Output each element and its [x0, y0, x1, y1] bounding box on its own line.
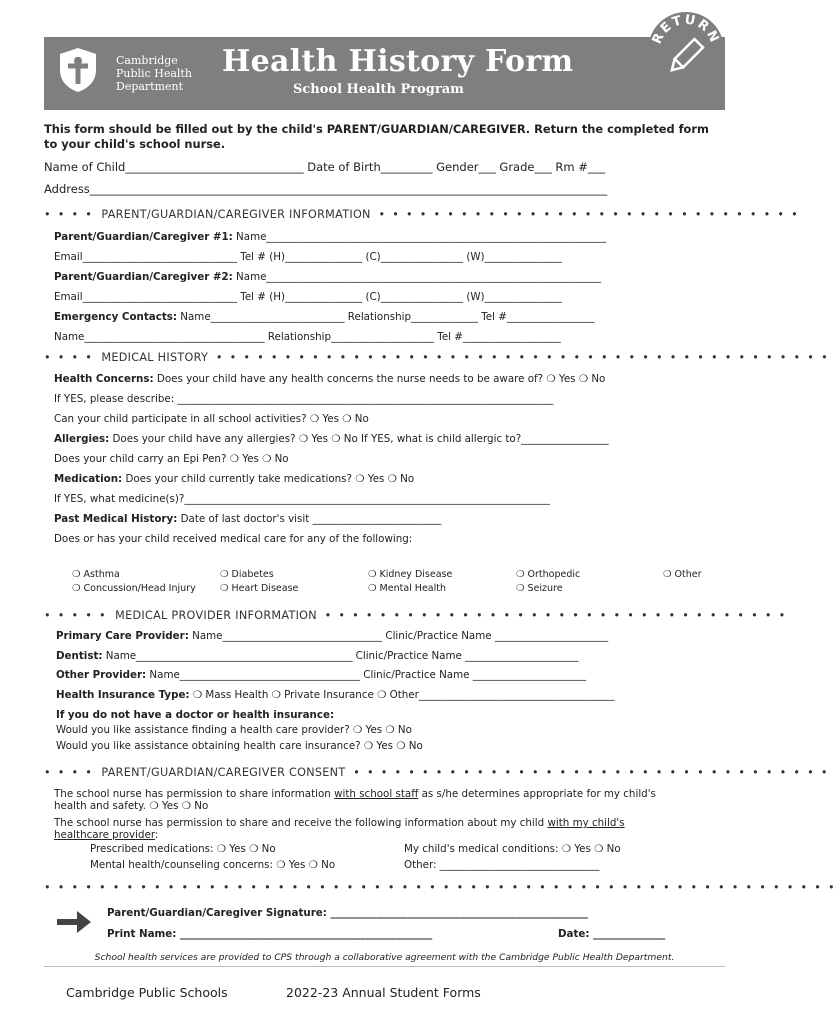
section-title: MEDICAL PROVIDER INFORMATION	[115, 609, 317, 622]
parent2-contact-line[interactable]: Email______________________________ Tel # (H)_______________ (C)________________ (W)_______________	[54, 291, 562, 303]
shield-logo-icon	[56, 46, 100, 94]
field-options: ❍ Mass Health ❍ Private Insurance ❍ Other______________________________________	[189, 689, 615, 701]
participation-line[interactable]: Can your child participate in all school activities? ❍ Yes ❍ No	[54, 413, 369, 425]
field-label: Parent/Guardian/Caregiver #1:	[54, 231, 233, 243]
section-consent-header: • • • • PARENT/GUARDIAN/CAREGIVER CONSENT • • • • • • • • • • • • • • • • • • • • • • • • • • • • • • • • • • •	[44, 766, 830, 779]
section-title: PARENT/GUARDIAN/CAREGIVER CONSENT	[101, 766, 346, 779]
dept-line-3: Department	[116, 80, 184, 93]
primary-care-line[interactable]	[56, 630, 608, 642]
dentist-line[interactable]	[56, 650, 578, 662]
field-label: Health Insurance Type:	[56, 689, 190, 701]
mental-health-option[interactable]: Mental health/counseling concerns: ❍ Yes ❍ No	[90, 859, 336, 871]
return-badge-icon	[646, 10, 726, 90]
field-label: Medication:	[54, 473, 123, 485]
child-info-line[interactable]: Name of Child_______________________________ Date of Birth_________ Gender___ Grade___ Rm #___	[44, 160, 606, 174]
condition-option[interactable]: ❍ Kidney Disease	[368, 569, 453, 580]
health-concerns-describe[interactable]: If YES, please describe: _________________________________________________________________________	[54, 393, 554, 405]
other-info-field[interactable]: Other: _______________________________	[404, 859, 600, 871]
footer-center: 2022-23 Annual Student Forms	[286, 985, 481, 1000]
assist-provider-line[interactable]: Would you like assistance finding a health care provider? ❍ Yes ❍ No	[56, 724, 412, 736]
field-blank: Name__________________________________________________________________	[232, 231, 607, 243]
section-title: MEDICAL HISTORY	[101, 351, 209, 364]
consent-underline: with my child's	[547, 817, 625, 829]
section-title: PARENT/GUARDIAN/CAREGIVER INFORMATION	[101, 208, 371, 221]
field-blank: Name_________________________________________________________________	[232, 271, 602, 283]
footer-left: Cambridge Public Schools	[66, 985, 228, 1000]
dept-line-2: Public Health	[116, 67, 192, 80]
condition-option[interactable]: ❍ Concussion/Head Injury	[72, 583, 196, 594]
field-label: Emergency Contacts:	[54, 311, 178, 323]
consent-underline: with school staff	[334, 788, 419, 800]
condition-option[interactable]: ❍ Seizure	[516, 583, 563, 594]
condition-option[interactable]: ❍ Heart Disease	[220, 583, 299, 594]
field-blank: Name__________________________________________ Clinic/Practice Name ______________________	[102, 650, 579, 662]
medication-line[interactable]	[54, 473, 414, 485]
emergency-contact-line[interactable]	[54, 311, 594, 323]
section-medical-history-header: • • • • MEDICAL HISTORY • • • • • • • • • • • • • • • • • • • • • • • • • • • • • • • • • • • • • • • • • • • • •	[44, 351, 830, 364]
print-name-field[interactable]: Print Name: _________________________________________________	[107, 928, 433, 940]
field-label: Health Concerns:	[54, 373, 154, 385]
date-field[interactable]: Date: ______________	[558, 928, 666, 940]
consent-text: The school nurse has permission to share and receive the following information about my child	[54, 817, 548, 829]
health-concerns-line[interactable]	[54, 373, 605, 385]
consent-options: health and safety. ❍ Yes ❍ No	[54, 800, 209, 812]
page-subtitle: School Health Program	[293, 82, 464, 97]
section-parent-info-header: • • • • PARENT/GUARDIAN/CAREGIVER INFORMATION • • • • • • • • • • • • • • • • • • • • • • • • • • • • • • •	[44, 208, 800, 221]
epipen-line[interactable]: Does your child carry an Epi Pen? ❍ Yes ❍ No	[54, 453, 289, 465]
medicine-list-line[interactable]: If YES, what medicine(s)?_______________________________________________________________________	[54, 493, 550, 505]
allergies-line[interactable]	[54, 433, 609, 445]
dept-line-1: Cambridge	[116, 54, 178, 67]
insurance-line[interactable]	[56, 689, 614, 701]
field-label: Parent/Guardian/Caregiver #2:	[54, 271, 233, 283]
consent-text: The school nurse has permission to share information	[54, 788, 335, 800]
consent-staff[interactable]	[54, 788, 656, 812]
footer-note: School health services are provided to CPS through a collaborative agreement with the Cambridge Public Health Department.	[94, 952, 675, 963]
address-line[interactable]: Address__________________________________________________________________________________________	[44, 182, 608, 196]
field-label: Primary Care Provider:	[56, 630, 189, 642]
badge-text: RETURN	[649, 12, 723, 47]
parent2-name-line[interactable]	[54, 271, 601, 283]
divider-dots: • • • • • • • • • • • • • • • • • • • • • • • • • • • • • • • • • • • • • • • • • • • • • • • • • • • • • • • • • •	[44, 881, 836, 894]
no-doctor-heading: If you do not have a doctor or health insurance:	[56, 709, 335, 721]
assist-insurance-line[interactable]: Would you like assistance obtaining health care insurance? ❍ Yes ❍ No	[56, 740, 423, 752]
consent-underline: healthcare provider	[54, 829, 155, 841]
consent-text: as s/he determines appropriate for my child's	[418, 788, 656, 800]
signature-field[interactable]: Parent/Guardian/Caregiver Signature: __________________________________________________	[107, 907, 588, 919]
condition-option[interactable]: ❍ Asthma	[72, 569, 120, 580]
field-label: Dentist:	[56, 650, 103, 662]
consent-provider[interactable]	[54, 817, 625, 841]
field-label: Allergies:	[54, 433, 110, 445]
field-blank: Name_______________________________ Clinic/Practice Name ______________________	[188, 630, 609, 642]
intro-text: This form should be filled out by the child's PARENT/GUARDIAN/CAREGIVER. Return the completed form to your child's school nurse.	[44, 122, 709, 151]
emergency-contact-line-2[interactable]: Name___________________________________ Relationship____________________ Tel #___________________	[54, 331, 561, 343]
field-question: Does your child have any allergies? ❍ Yes ❍ No If YES, what is child allergic to?_________________	[109, 433, 609, 445]
medical-conditions-option[interactable]: My child's medical conditions: ❍ Yes ❍ No	[404, 843, 621, 855]
medical-care-question: Does or has your child received medical care for any of the following:	[54, 533, 413, 545]
field-blank: Name___________________________________ Clinic/Practice Name ______________________	[146, 669, 587, 681]
condition-option[interactable]: ❍ Diabetes	[220, 569, 274, 580]
department-name	[116, 54, 192, 93]
footer-divider	[44, 966, 725, 967]
condition-option[interactable]: ❍ Mental Health	[368, 583, 446, 594]
field-blank: Name__________________________ Relationship_____________ Tel #_________________	[177, 311, 595, 323]
arrow-right-icon	[55, 909, 93, 935]
parent1-name-line[interactable]	[54, 231, 606, 243]
consent-text: :	[154, 829, 159, 841]
past-history-line[interactable]	[54, 513, 441, 525]
parent1-contact-line[interactable]: Email______________________________ Tel # (H)_______________ (C)________________ (W)_______________	[54, 251, 562, 263]
condition-option[interactable]: ❍ Orthopedic	[516, 569, 581, 580]
page-title: Health History Form	[222, 44, 574, 79]
field-blank: Date of last doctor's visit _________________________	[177, 513, 442, 525]
section-provider-header: • • • • • MEDICAL PROVIDER INFORMATION • • • • • • • • • • • • • • • • • • • • • • • • • • • • • • • • • •	[44, 609, 787, 622]
field-question: Does your child currently take medications? ❍ Yes ❍ No	[122, 473, 415, 485]
field-label: Other Provider:	[56, 669, 147, 681]
other-provider-line[interactable]	[56, 669, 586, 681]
field-label: Past Medical History:	[54, 513, 178, 525]
field-question: Does your child have any health concerns the nurse needs to be aware of? ❍ Yes ❍ No	[153, 373, 606, 385]
condition-option[interactable]: ❍ Other	[663, 569, 702, 580]
prescribed-meds-option[interactable]: Prescribed medications: ❍ Yes ❍ No	[90, 843, 276, 855]
